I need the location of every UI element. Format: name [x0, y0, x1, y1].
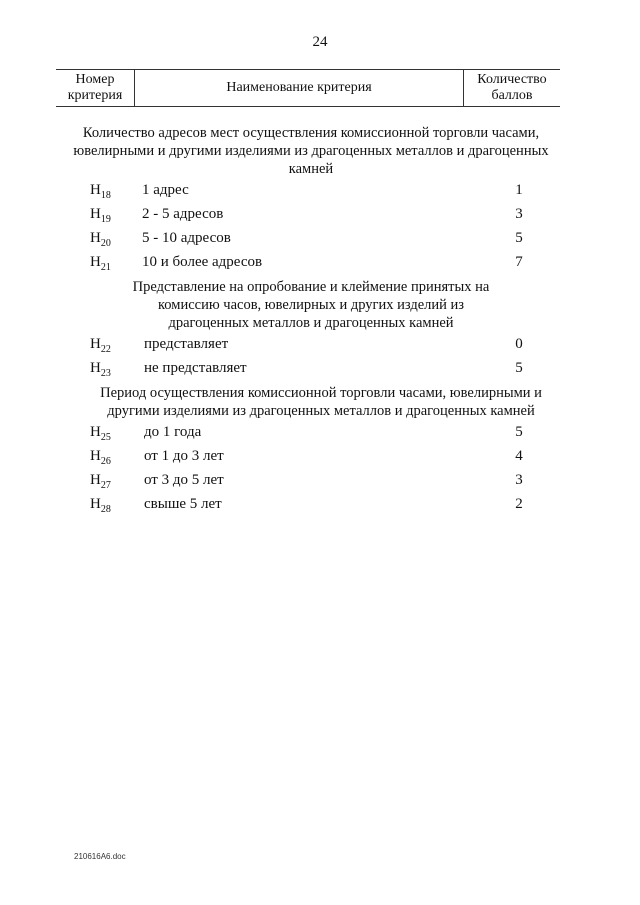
- header-criterion-number: Номер критерия: [56, 70, 135, 106]
- criterion-label: представляет: [144, 336, 229, 352]
- criterion-label: 2 - 5 адресов: [142, 206, 224, 222]
- table-header: [56, 69, 560, 107]
- table-row: [0, 448, 640, 470]
- document-filename: 210616А6.doc: [74, 852, 126, 861]
- criterion-label: 1 адрес: [142, 182, 189, 198]
- criterion-label: от 1 до 3 лет: [144, 448, 224, 464]
- table-row: [0, 360, 640, 382]
- table-row: [0, 182, 640, 204]
- criterion-label: до 1 года: [144, 424, 202, 440]
- criterion-score: 3: [515, 206, 523, 222]
- criterion-code: $Н_{22}$: [90, 336, 111, 355]
- criterion-label: от 3 до 5 лет: [144, 472, 224, 488]
- criterion-label: 10 и более адресов: [142, 254, 263, 270]
- criterion-code: $Н_{20}$: [90, 230, 111, 249]
- section-title-period: Период осуществления комиссионной торговли часами, ювелирными и другими изделиями из драгоценных металлов и драгоценных камней: [100, 385, 542, 419]
- page-number: 24: [312, 34, 328, 50]
- table-row: [0, 472, 640, 494]
- table-row: [0, 254, 640, 276]
- criterion-label: свыше 5 лет: [144, 496, 222, 512]
- criterion-code: $Н_{27}$: [90, 472, 111, 491]
- criterion-code: $Н_{23}$: [90, 360, 111, 379]
- table-row: [0, 206, 640, 228]
- criterion-code: $Н_{19}$: [90, 206, 111, 225]
- criterion-score: 5: [515, 360, 523, 376]
- criterion-score: 0: [515, 336, 523, 352]
- criterion-code: $Н_{28}$: [90, 496, 111, 515]
- table-row: [0, 424, 640, 446]
- criterion-score: 3: [515, 472, 523, 488]
- criterion-code: $Н_{21}$: [90, 254, 111, 273]
- table-row: [0, 336, 640, 358]
- criterion-score: 2: [515, 496, 523, 512]
- criterion-code: $Н_{25}$: [90, 424, 111, 443]
- table-row: [0, 496, 640, 518]
- criterion-code: $Н_{18}$: [90, 182, 111, 201]
- criterion-score: 7: [515, 254, 523, 270]
- criterion-score: 5: [515, 424, 523, 440]
- section-title-assay: Представление на опробование и клеймение принятых на комиссию часов, ювелирных и других изделий из драгоценных металлов и драгоценных камней: [132, 279, 490, 331]
- criterion-score: 5: [515, 230, 523, 246]
- criterion-score: 1: [515, 182, 523, 198]
- criterion-label: 5 - 10 адресов: [142, 230, 231, 246]
- header-criterion-name: Наименование критерия: [226, 80, 372, 95]
- header-score-count: Количество баллов: [463, 70, 560, 106]
- criterion-code: $Н_{26}$: [90, 448, 111, 467]
- section-title-addresses: Количество адресов мест осуществления комиссионной торговли часами, ювелирными и другими изделиями из драгоценных металлов и драгоценных камней: [73, 125, 549, 177]
- criterion-label: не представляет: [144, 360, 247, 376]
- table-row: [0, 230, 640, 252]
- criterion-score: 4: [515, 448, 523, 464]
